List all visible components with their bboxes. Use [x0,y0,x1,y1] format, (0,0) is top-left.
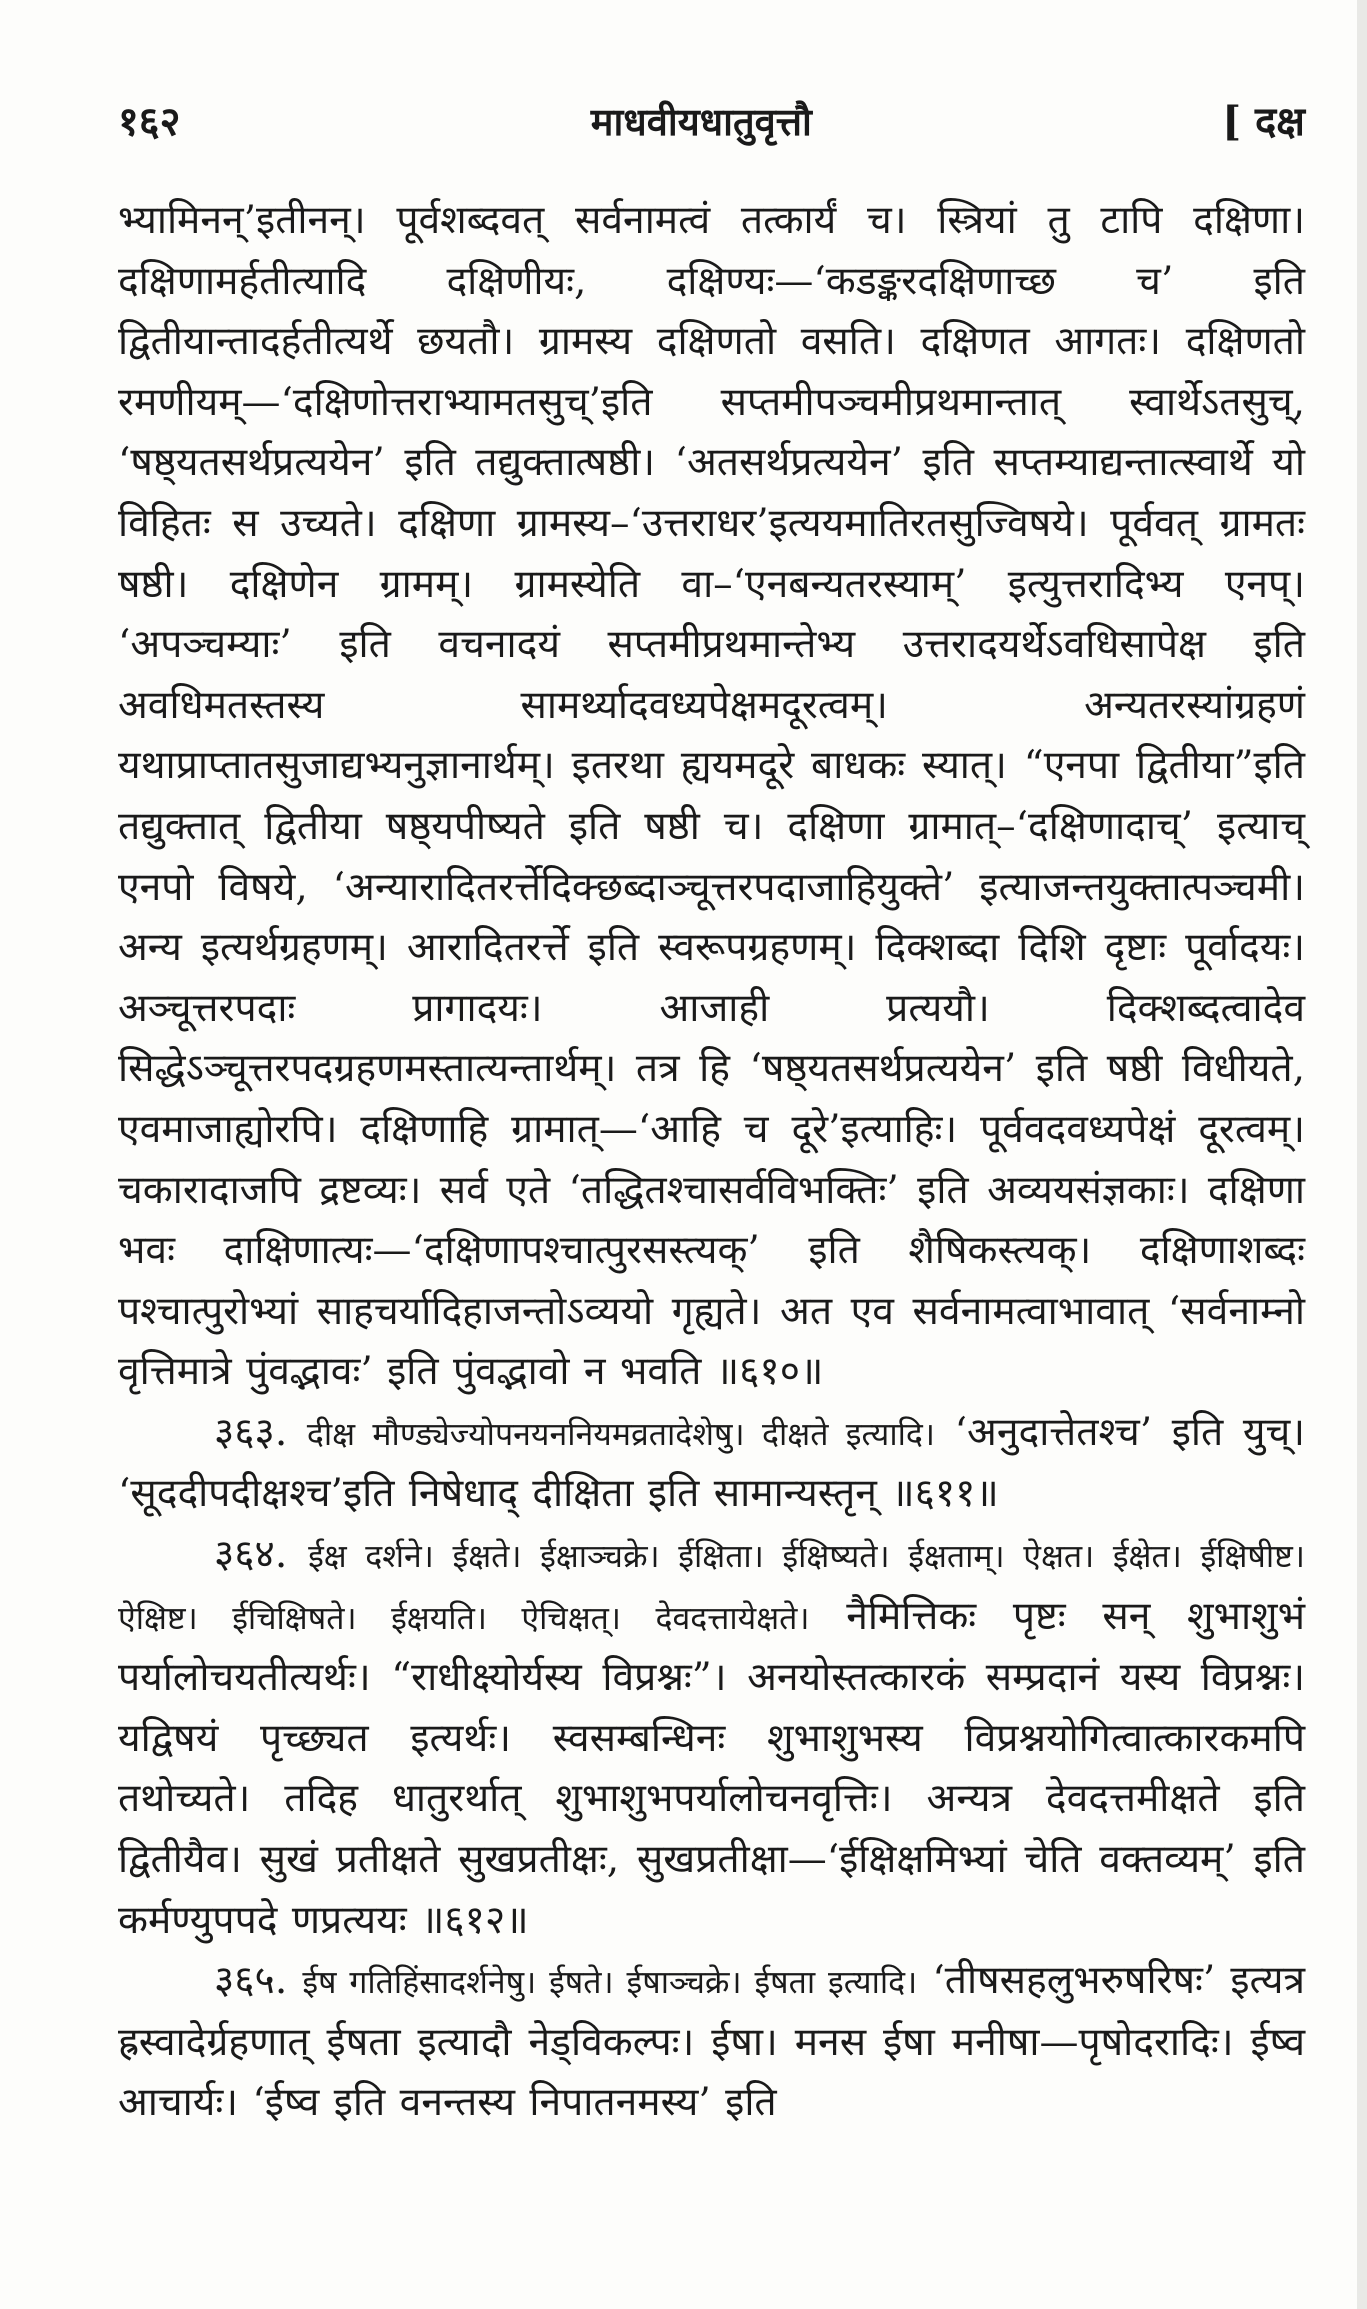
running-header [118,92,1305,147]
page-number: १६२ [118,98,181,145]
page-body [118,191,1305,2134]
entry-text: ‘तीषसहलुभरुषरिषः’ इत्यत्र ह्रस्वादेर्ग्रहणात् ईषता इत्यादौ नेड्विकल्पः। ईषा। मनस ईषा मनीषा—पृषोदरादिः। ईष्व आचार्यः। ‘ईष्व इति वनन्तस्य निपातनमस्य’ इति [118,1958,1305,2126]
paragraph-continuation [118,191,1305,1403]
entry-number: ३६५. [214,1958,288,2004]
paragraph-text: भ्यामिनन्’इतीनन्। पूर्वशब्दवत् सर्वनामत्वं तत्कार्यं च। स्त्रियां तु टापि दक्षिणा। दक्षिणामर्हतीत्यादि दक्षिणीयः, दक्षिण्यः—‘कडङ्करदक्षिणाच्छ च’ इति द्वितीयान्तादर्हतीत्यर्थे छयतौ। ग्रामस्य दक्षिणतो वसति। दक्षिणत आगतः। दक्षिणतो रमणीयम्—‘दक्षिणोत्तराभ्यामतसुच्’इति सप्तमीपञ्चमीप्रथमान्तात् स्वार्थेऽतसुच्, ‘षष्ठ्यतसर्थप्रत्ययेन’ इति तद्युक्तात्षष्ठी। ‘अतसर्थप्रत्ययेन’ इति सप्तम्याद्यन्तात्स्वार्थे यो विहितः स उच्यते। दक्षिणा ग्रामस्य–‘उत्तराधर’इत्ययमातिरतसुज्विषये। पूर्ववत् ग्रामतः षष्ठी। दक्षिणेन ग्रामम्। ग्रामस्येति वा–‘एनबन्यतरस्याम्’ इत्युत्तरादिभ्य एनप्। ‘अपञ्चम्याः’ इति वचनादयं सप्तमीप्रथमान्तेभ्य उत्तरादयर्थेऽवधिसापेक्ष इति अवधिमतस्तस्य सामर्थ्यादवध्यपेक्षमदूरत्वम्। अन्यतरस्यांग्रहणं यथाप्राप्तातसुजाद्यभ्यनुज्ञानार्थम्। इतरथा ह्ययमदूरे बाधकः स्यात्। “एनपा द्वितीया”इति तद्युक्तात् द्वितीया षष्ठ्यपीष्यते इति षष्ठी च। दक्षिणा ग्रामात्–‘दक्षिणादाच्’ इत्याच् एनपो विषये, ‘अन्यारादितरर्त्तेदिक्छब्दाञ्चूत्तरपदाजाहियुक्ते’ इत्याजन्तयुक्तात्पञ्चमी। अन्य इत्यर्थग्रहणम्। आरादितरर्त्ते इति स्वरूपग्रहणम्। दिक्शब्दा दिशि दृष्टाः पूर्वादयः। अञ्चूत्तरपदाः प्रागादयः। आजाही प्रत्ययौ। दिक्शब्दत्वादेव सिद्धेऽञ्चूत्तरपदग्रहणमस्तात्यन्तार्थम्। तत्र हि ‘षष्ठ्यतसर्थप्रत्ययेन’ इति षष्ठी विधीयते, एवमाजाह्योरपि। दक्षिणाहि ग्रामात्—‘आहि च दूरे’इत्याहिः। पूर्ववदवध्यपेक्षं दूरत्वम्। चकारादाजपि द्रष्टव्यः। सर्व एते ‘तद्धितश्चासर्वविभक्तिः’ इति अव्ययसंज्ञकाः। दक्षिणा भवः दाक्षिणात्यः—‘दक्षिणापश्चात्पुरसस्त्यक्’ इति शैषिकस्त्यक्। दक्षिणाशब्दः पश्चात्पुरोभ्यां साहचर्यादिहाजन्तोऽव्ययो गृह्यते। अत एव सर्वनामत्वाभावात् ‘सर्वनाम्नो वृत्तिमात्रे पुंवद्भावः’ इति पुंवद्भावो न भवति ॥६१०॥ [118,198,1305,1395]
entry-paragraph [118,1403,1305,1525]
entry-head: दीक्ष मौण्ड्येज्योपनयननियमव्रतादेशेषु। दीक्षते इत्यादि। [306,1414,936,1453]
entry-head: ईष गतिहिंसादर्शनेषु। ईषते। ईषाञ्चक्रे। ईषता इत्यादि। [302,1963,918,2002]
entry-number: ३६३. [214,1409,288,1455]
entry-number: ३६४. [214,1532,288,1578]
entry-paragraph [118,1951,1305,2134]
entry-paragraph [118,1525,1305,1951]
entry-text: ‘अनुदात्तेतश्च’ इति युच्। ‘सूददीपदीक्षश्च’इति निषेधाद् दीक्षिता इति सामान्यस्तृन् ॥६११॥ [118,1409,1305,1517]
entry-head: ईक्ष दर्शने। ईक्षते। ईक्षाञ्चक्रे। ईक्षिता। ईक्षिष्यते। ईक्षताम्। ऐक्षत। ईक्षेत। ईक्षिषीष्ट। ऐक्षिष्ट। ईचिक्षिषते। ईक्षयति। ऐचिक्षत्। देवदत्तायेक्षते। [118,1537,1305,1637]
page-edge-shadow [1357,0,1367,2309]
section-label: [ दक्ष [1222,98,1305,145]
entry-text: नैमित्तिकः पृष्टः सन् शुभाशुभं पर्यालोचयतीत्यर्थः। “राधीक्ष्योर्यस्य विप्रश्नः”। अनयोस्तत्कारकं सम्प्रदानं यस्य विप्रश्नः। यद्विषयं पृच्छ्यत इत्यर्थः। स्वसम्बन्धिनः शुभाशुभस्य विप्रश्नयोगित्वात्कारकमपि तथोच्यते। तदिह धातुरर्थात् शुभाशुभपर्यालोचनवृत्तिः। अन्यत्र देवदत्तमीक्षते इति द्वितीयैव। सुखं प्रतीक्षते सुखप्रतीक्षः, सुखप्रतीक्षा—‘ईक्षिक्षमिभ्यां चेति वक्तव्यम्’ इति कर्मण्युपपदे णप्रत्ययः ॥६१२॥ [118,1593,1305,1943]
running-title: माधवीयधातुवृत्तौ [590,99,812,144]
